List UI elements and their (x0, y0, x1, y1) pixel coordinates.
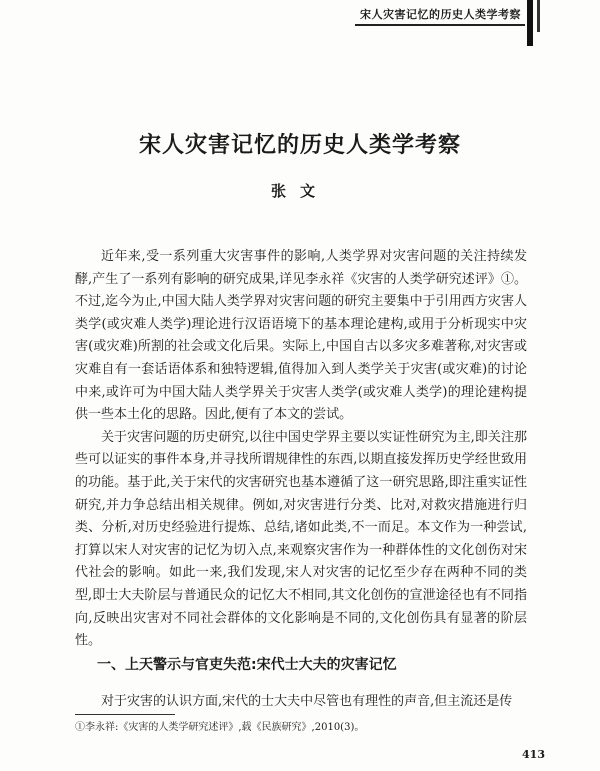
paragraph-intro: 近年来,受一系列重大灾害事件的影响,人类学界对灾害问题的关注持续发酵,产生了一系列有影响的研究成果,详见李永祥《灾害的人类学研究述评》①。不过,迄今为止,中国大陆人类学界对灾害问题的研究主要集中于引用西方灾害人类学(或灾难人类学)理论进行汉语语境下的基本理论建构,或用于分析现实中灾害(或灾难)所割的社会或文化后果。实际上,中国自古以多灾多难著称,对灾害或灾难自有一套话语体系和独特逻辑,值得加入到人类学关于灾害(或灾难)的讨论中来,或许可为中国大陆人类学界关于灾害人类学(或灾难人类学)的理论建构提供一些本土化的思路。因此,便有了本文的尝试。 (75, 249, 527, 423)
article-body (75, 246, 527, 653)
footnote-rule (75, 714, 175, 715)
running-head-rule (355, 24, 525, 26)
paragraph-method: 关于灾害问题的历史研究,以往中国史学界主要以实证性研究为主,即关注那些可以证实的事件本身,并寻找所谓规律性的东西,以期直接发挥历史学经世致用的功能。基于此,关于宋代的灾害研究也基本遵循了这一研究思路,即注重实证性研究,并力争总结出相关规律。例如,对灾害进行分类、比对,对救灾措施进行归类、分析,对历史经验进行提炼、总结,诸如此类,不一而足。本文作为一种尝试,打算以宋人对灾害的记忆为切入点,来观察灾害作为一种群体性的文化创伤对宋代社会的影响。如此一来,我们发现,宋人对灾害的记忆至少存在两种不同的类型,即士大夫阶层与普通民众的记忆大不相同,其文化创伤的宣泄途径也有不同指向,反映出灾害对不同社会群体的文化影响是不同的,文化创伤具有显著的阶层性。 (75, 429, 527, 649)
page-number: 413 (522, 748, 545, 761)
page-edge-bar-secondary (537, 0, 540, 32)
page-edge-bar (527, 0, 533, 46)
footnote: ①李永祥:《灾害的人类学研究述评》,载《民族研究》,2010(3)。 (75, 722, 365, 733)
paragraph-section-start: 对于灾害的认识方面,宋代的士大夫中尽管也有理性的声音,但主流还是传 (101, 694, 513, 709)
section-heading: 一、上天警示与官吏失范:宋代士大夫的灾害记忆 (97, 657, 397, 673)
article-title: 宋人灾害记忆的历史人类学考察 (138, 132, 461, 158)
running-head: 宋人灾害记忆的历史人类学考察 (360, 8, 521, 21)
article-author: 张文 (270, 182, 329, 200)
